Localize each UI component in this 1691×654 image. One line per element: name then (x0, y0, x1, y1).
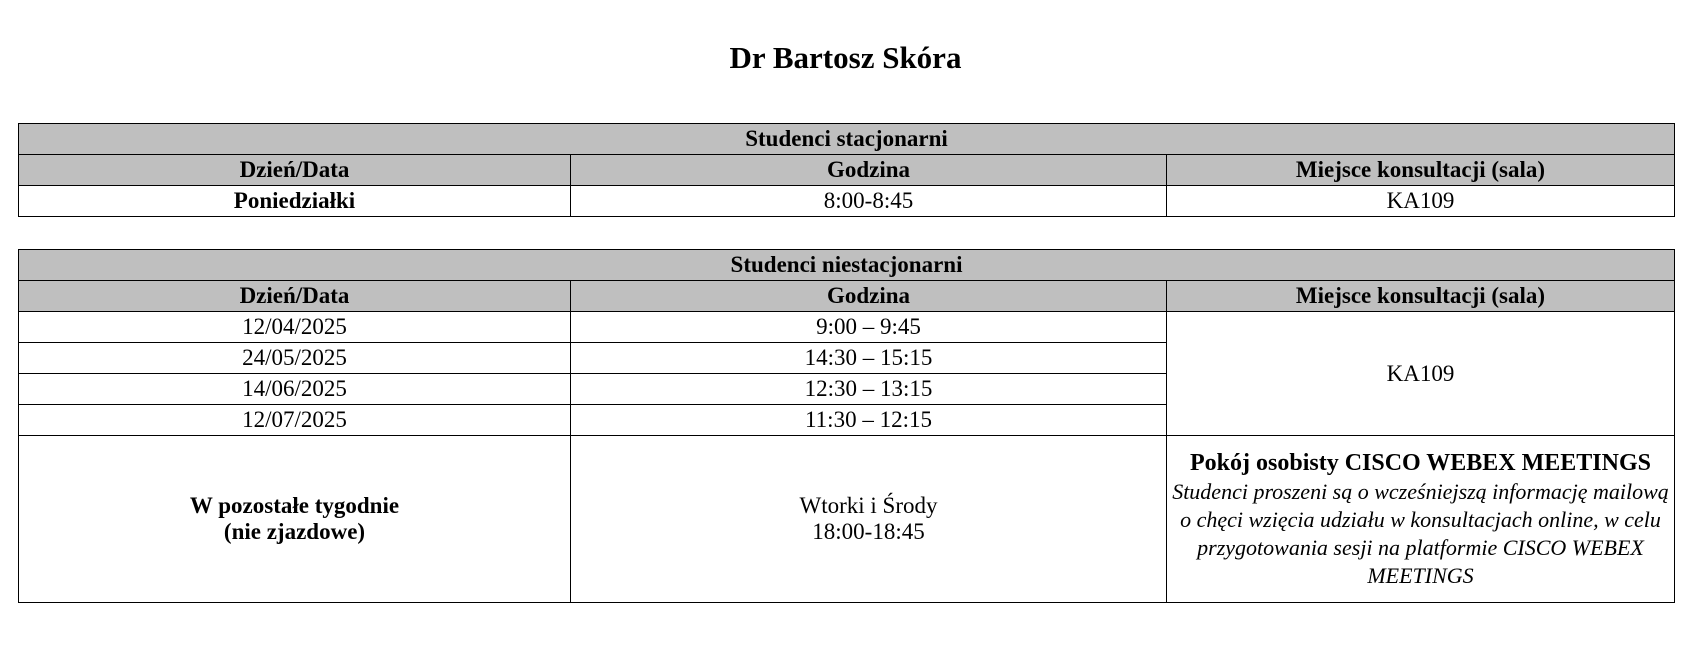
webex-note: Studenci proszeni są o wcześniejszą informację mailową o chęci wzięcia udziału w konsultacjach online, w celu przygotowania sesji na platformie CISCO WEBEX MEETINGS (1172, 478, 1669, 588)
other-weeks-sublabel: (nie zjazdowe) (223, 519, 366, 544)
other-days-label: Wtorki i Środy (799, 493, 938, 518)
hour-cell: 11:30 – 12:15 (571, 405, 1167, 436)
table-row (19, 312, 1675, 343)
header-hour: Godzina (571, 155, 1167, 186)
stationary-hour: 8:00-8:45 (571, 186, 1167, 217)
other-hours-label: 18:00-18:45 (812, 519, 925, 544)
date-cell: 12/04/2025 (19, 312, 571, 343)
header-place: Miejsce konsultacji (sala) (1167, 281, 1675, 312)
date-cell: 14/06/2025 (19, 374, 571, 405)
page-title: Dr Bartosz Skóra (729, 40, 962, 75)
other-weeks-cell (19, 436, 571, 603)
stationary-place: KA109 (1167, 186, 1675, 217)
header-hour: Godzina (571, 281, 1167, 312)
webex-room-title: Pokój osobisty CISCO WEBEX MEETINGS (1190, 449, 1651, 476)
table-row (19, 186, 1675, 217)
nonstationary-table (18, 249, 1675, 603)
other-hours-cell (571, 436, 1167, 603)
nonstationary-heading: Studenci niestacjonarni (19, 250, 1675, 281)
stationary-day: Poniedziałki (19, 186, 571, 217)
header-day: Dzień/Data (19, 155, 571, 186)
webex-cell (1167, 436, 1675, 603)
stationary-heading: Studenci stacjonarni (19, 124, 1675, 155)
nonstationary-place: KA109 (1167, 312, 1675, 436)
hour-cell: 9:00 – 9:45 (571, 312, 1167, 343)
hour-cell: 12:30 – 13:15 (571, 374, 1167, 405)
table-row (19, 436, 1675, 603)
header-place: Miejsce konsultacji (sala) (1167, 155, 1675, 186)
stationary-table (18, 123, 1675, 217)
date-cell: 24/05/2025 (19, 343, 571, 374)
header-day: Dzień/Data (19, 281, 571, 312)
other-weeks-label: W pozostałe tygodnie (189, 493, 400, 518)
hour-cell: 14:30 – 15:15 (571, 343, 1167, 374)
date-cell: 12/07/2025 (19, 405, 571, 436)
